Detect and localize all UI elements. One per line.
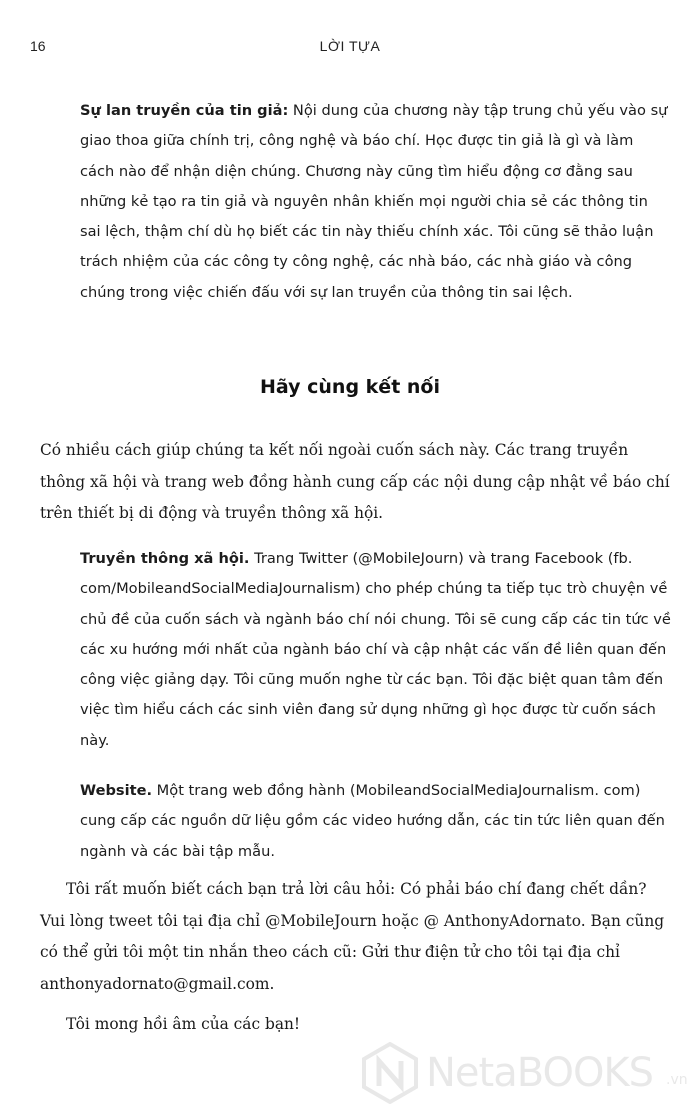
watermark <box>360 1040 700 1110</box>
social-media-text: Trang Twitter (@MobileJourn) và trang Facebook (fb. com/MobileandSocialMediaJournalism) cho phép chúng ta tiếp tục trò chuyện về chủ đề của cuốn sách và ngành báo chí nói chung. Tôi sẽ cung cấp các tin tức về các xu hướng mới nhất của ngành báo chí và cập nhật các vấn đề liên quan đến công việc giảng dạy. Tôi cũng muốn nghe từ các bạn. Tôi đặc biệt quan tâm đến việc tìm hiểu cách các sinh viên đang sử dụng những gì học được từ cuốn sách này. <box>80 550 671 749</box>
social-media-paragraph <box>80 544 672 756</box>
outro-paragraph: Tôi rất muốn biết cách bạn trả lời câu hỏi: Có phải báo chí đang chết dần? Vui lòng tweet tôi tại địa chỉ @MobileJourn hoặc @ AnthonyAdornato. Bạn cũng có thể gửi tôi một tin nhắn theo cách cũ: Gửi thư điện tử cho tôi tại địa chỉ anthonyadornato@gmail.com. <box>40 880 665 993</box>
intro-paragraph: Có nhiều cách giúp chúng ta kết nối ngoài cuốn sách này. Các trang truyền thông xã hội và trang web đồng hành cung cấp các nội dung cập nhật về báo chí trên thiết bị di động và truyền thông xã hội. <box>40 441 670 522</box>
closing-line: Tôi mong hồi âm của các bạn! <box>66 1015 301 1033</box>
misinformation-paragraph <box>80 96 672 308</box>
watermark-suffix: .vn <box>666 1072 688 1088</box>
website-text: Một trang web đồng hành (MobileandSocialMediaJournalism. com) cung cấp các nguồn dữ liệu gồm các video hướng dẫn, các tin tức liên quan đến ngành và các bài tập mẫu. <box>80 782 665 860</box>
running-title: LỜI TỰA <box>319 38 381 54</box>
misinformation-lead: Sự lan truyền của tin giả: <box>80 102 289 119</box>
page-number: 16 <box>30 38 46 54</box>
social-media-lead: Truyền thông xã hội. <box>80 550 250 567</box>
watermark-brand: NetaBOOKS <box>426 1050 654 1096</box>
website-lead: Website. <box>80 782 153 799</box>
section-heading: Hãy cùng kết nối <box>260 376 440 398</box>
misinformation-text: Nội dung của chương này tập trung chủ yếu vào sự giao thoa giữa chính trị, công nghệ và báo chí. Học được tin giả là gì và làm cách nào để nhận diện chúng. Chương này cũng tìm hiểu động cơ đằng sau những kẻ tạo ra tin giả và nguyên nhân khiến mọi người chia sẻ các thông tin sai lệch, thậm chí dù họ biết các tin này thiếu chính xác. Tôi cũng sẽ thảo luận trách nhiệm của các công ty công nghệ, các nhà báo, các nhà giáo và công chúng trong việc chiến đấu với sự lan truyền của thông tin sai lệch. <box>80 102 668 301</box>
website-paragraph <box>80 776 672 867</box>
neta-logo-icon <box>362 1042 418 1104</box>
